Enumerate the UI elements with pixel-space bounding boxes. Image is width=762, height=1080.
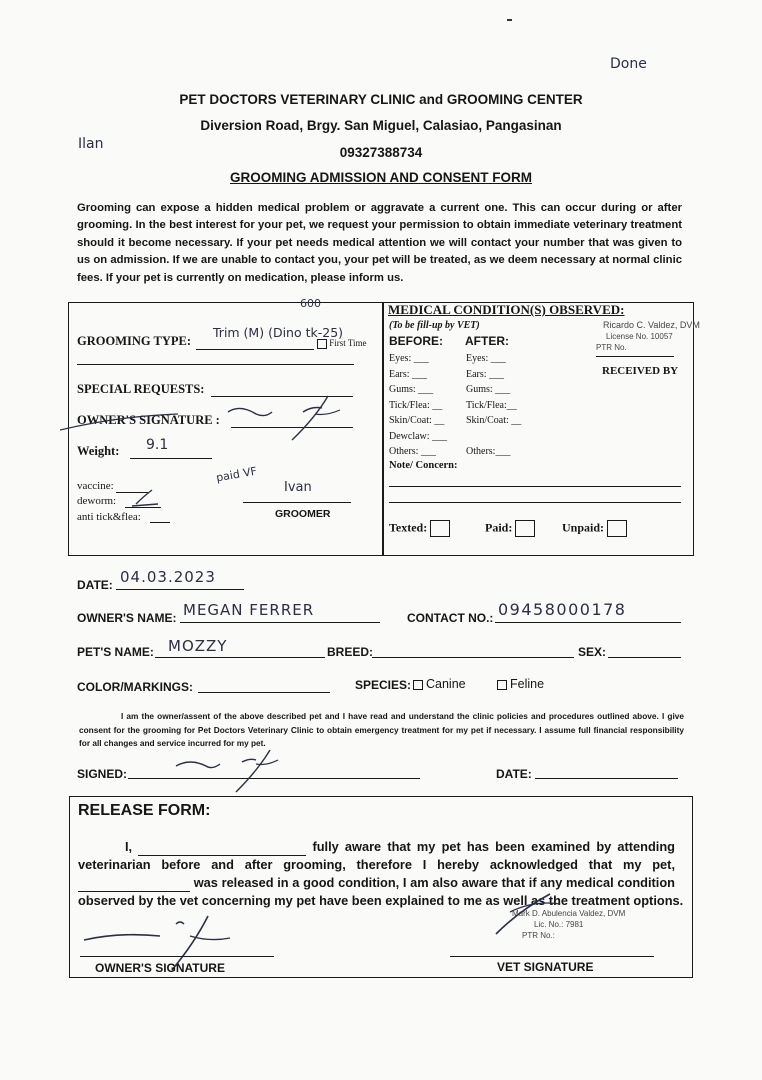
after-item: Skin/Coat: __ [466,415,522,426]
note-label: Note/ Concern: [389,460,458,471]
before-list [389,351,447,460]
texted-option[interactable] [389,520,450,537]
release-vet-stamp-name: Mark D. Abulencia Valdez, DVM [512,909,626,918]
note-line-2 [389,502,681,503]
feline-checkbox[interactable] [497,680,507,690]
owner-sig-label: OWNER'S SIGNATURE [95,961,225,975]
before-item: Eyes: ___ [389,353,429,364]
after-item: Others:___ [466,446,511,457]
grooming-type-label: GROOMING TYPE: [77,334,192,348]
release-vet-stamp-lic: Lic. No.: 7981 [534,920,584,929]
canine-label: Canine [426,677,466,691]
consent-paragraph: I am the owner/assent of the above described pet and I have read and understand the clinic policies and procedures outlined above. I give consent for the grooming for Pet Doctors Veterinary Clinic to obtain emergency treatment for my pet if necessary. I assume full financial responsibility for all changes and service incurred for my pet. [79,711,684,748]
anti-tick-label: anti tick&flea: [77,511,141,523]
date-value: 04.03.2023 [120,568,216,586]
release-vet-stamp-ptr: PTR No.: [522,931,555,940]
before-item: Ears: ___ [389,368,428,380]
contact-line [495,622,681,623]
species-feline-option[interactable] [497,677,544,691]
release-title: RELEASE FORM: [78,802,211,819]
release-line3-post: was released in a good condition, I am also aware that if any medical condition [193,875,675,890]
clinic-name: PET DOCTORS VETERINARY CLINIC and GROOMING CENTER [179,92,583,107]
owner-signature-mark [60,394,360,444]
date-line [116,589,244,590]
box-divider [382,302,384,556]
color-label: COLOR/MARKINGS: [77,680,193,694]
consent-signature-mark [170,748,300,794]
release-line-3 [78,874,675,892]
unpaid-checkbox[interactable] [607,520,627,537]
breed-label: BREED: [327,645,374,659]
species-canine-option[interactable] [413,677,466,691]
after-label: AFTER: [465,334,509,348]
contact-label: CONTACT NO.: [407,611,494,625]
weight-line [130,458,212,459]
after-item: Eyes: ___ [466,353,506,364]
medical-subtitle: (To be fill-up by VET) [389,320,480,331]
species-label: SPECIES: [355,678,412,692]
before-item: Dewclaw: ___ [389,430,448,442]
feline-label: Feline [510,677,545,691]
unpaid-label: Unpaid: [562,520,605,535]
paid-checkbox[interactable] [515,520,535,537]
deworm-check-mark [130,488,170,508]
canine-checkbox[interactable] [413,680,423,690]
before-item: Others: ___ [389,446,436,457]
anti-tick-line [150,522,170,523]
groomer-name: Ivan [284,480,312,495]
clinic-address: Diversion Road, Brgy. San Miguel, Calasiao, Pangasinan [200,118,562,133]
after-item: Tick/Flea:__ [466,399,517,411]
release-paragraph [78,838,684,910]
vet-stamp-name: Ricardo C. Valdez, DVM [603,320,700,330]
vet-sig-label: VET SIGNATURE [497,960,594,974]
vet-stamp-ptr: PTR No. [596,343,627,352]
date-label: DATE: [77,578,113,592]
grooming-type-value: Trim (M) (Dino tk-25) [213,325,344,340]
first-time-checkbox[interactable] [317,339,327,349]
contact-value: 09458000178 [498,600,627,619]
texted-checkbox[interactable] [430,520,450,537]
vet-sig-line [450,956,654,957]
sex-line [608,657,681,658]
after-item-blank [466,429,521,445]
texted-label: Texted: [389,520,428,535]
owner-name-blank[interactable] [138,842,306,856]
margin-note-done: Done [610,56,647,72]
color-line [198,692,330,693]
before-item: Tick/Flea: __ [389,399,443,411]
before-item: Skin/Coat: __ [389,415,445,426]
speck [507,19,512,21]
owner-name-line [180,622,380,623]
signed-label: SIGNED: [77,767,128,781]
paid-note: paid VF [215,464,258,485]
release-line1-pre: I, [125,839,133,854]
breed-line [372,657,574,658]
signed-date-label: DATE: [496,767,532,781]
owner-name-label: OWNER'S NAME: [77,611,177,625]
after-list [466,351,521,460]
pet-name-value: MOZZY [168,637,228,655]
grooming-line-2 [77,364,354,365]
received-by-line [596,356,674,357]
release-line-4: observed by the vet concerning my pet have been explained to me as well as the treatment options. [78,893,684,908]
owner-sig-line [80,956,274,957]
clinic-phone: 09327388734 [339,145,423,160]
weight-value: 9.1 [146,437,169,453]
first-time-label: First Time [329,338,367,348]
release-line-2: veterinarian before and after grooming, therefore I hereby acknowledged that my pet, [78,857,675,872]
groomer-line [243,502,351,503]
vaccine-label: vaccine: [77,480,114,492]
before-label: BEFORE: [389,334,443,348]
sex-label: SEX: [578,645,607,659]
owner-name-value: MEGAN FERRER [183,601,315,619]
owner-signature-label: OWNER'S SIGNATURE : [77,413,220,427]
deworm-label: deworm: [77,495,117,507]
after-item: Ears: ___ [466,368,505,380]
release-line-1 [78,838,675,856]
release-line1-post: fully aware that my pet has been examined by attending [312,839,675,854]
before-item: Gums: ___ [389,384,434,395]
first-time-option[interactable] [317,338,367,349]
grooming-type-line [196,349,314,350]
paid-option[interactable] [485,520,535,537]
vet-stamp-license: License No. 10057 [606,332,673,341]
pet-name-label: PET'S NAME: [77,645,154,659]
note-line-1 [389,486,681,487]
after-item: Gums: ___ [466,384,511,395]
signed-date-line [535,778,678,779]
received-by-label: RECEIVED BY [602,365,679,377]
pet-name-blank[interactable] [78,878,190,892]
form-title: GROOMING ADMISSION AND CONSENT FORM [230,170,532,185]
medical-title: MEDICAL CONDITION(S) OBSERVED: [388,302,625,317]
pet-name-line [155,657,325,658]
price-note: 600 [300,297,321,310]
special-requests-label: SPECIAL REQUESTS: [77,382,205,396]
groomer-label: GROOMER [275,508,331,520]
unpaid-option[interactable] [562,520,627,537]
margin-note-ilan: Ilan [78,136,104,152]
intro-paragraph: Grooming can expose a hidden medical problem or aggravate a current one. This can occur during or after grooming. In the best interest for your pet, we request your permission to obtain immediate veterinary treatment should it become necessary. If your pet needs medical attention we will contact your number that was given to us on admission. If we are unable to contact you, your pet will be treated, as we deem necessary at normal clinic fees. If your pet is currently on medication, please inform us. [77,202,682,284]
paid-label: Paid: [485,520,513,535]
weight-label: Weight: [77,444,120,458]
